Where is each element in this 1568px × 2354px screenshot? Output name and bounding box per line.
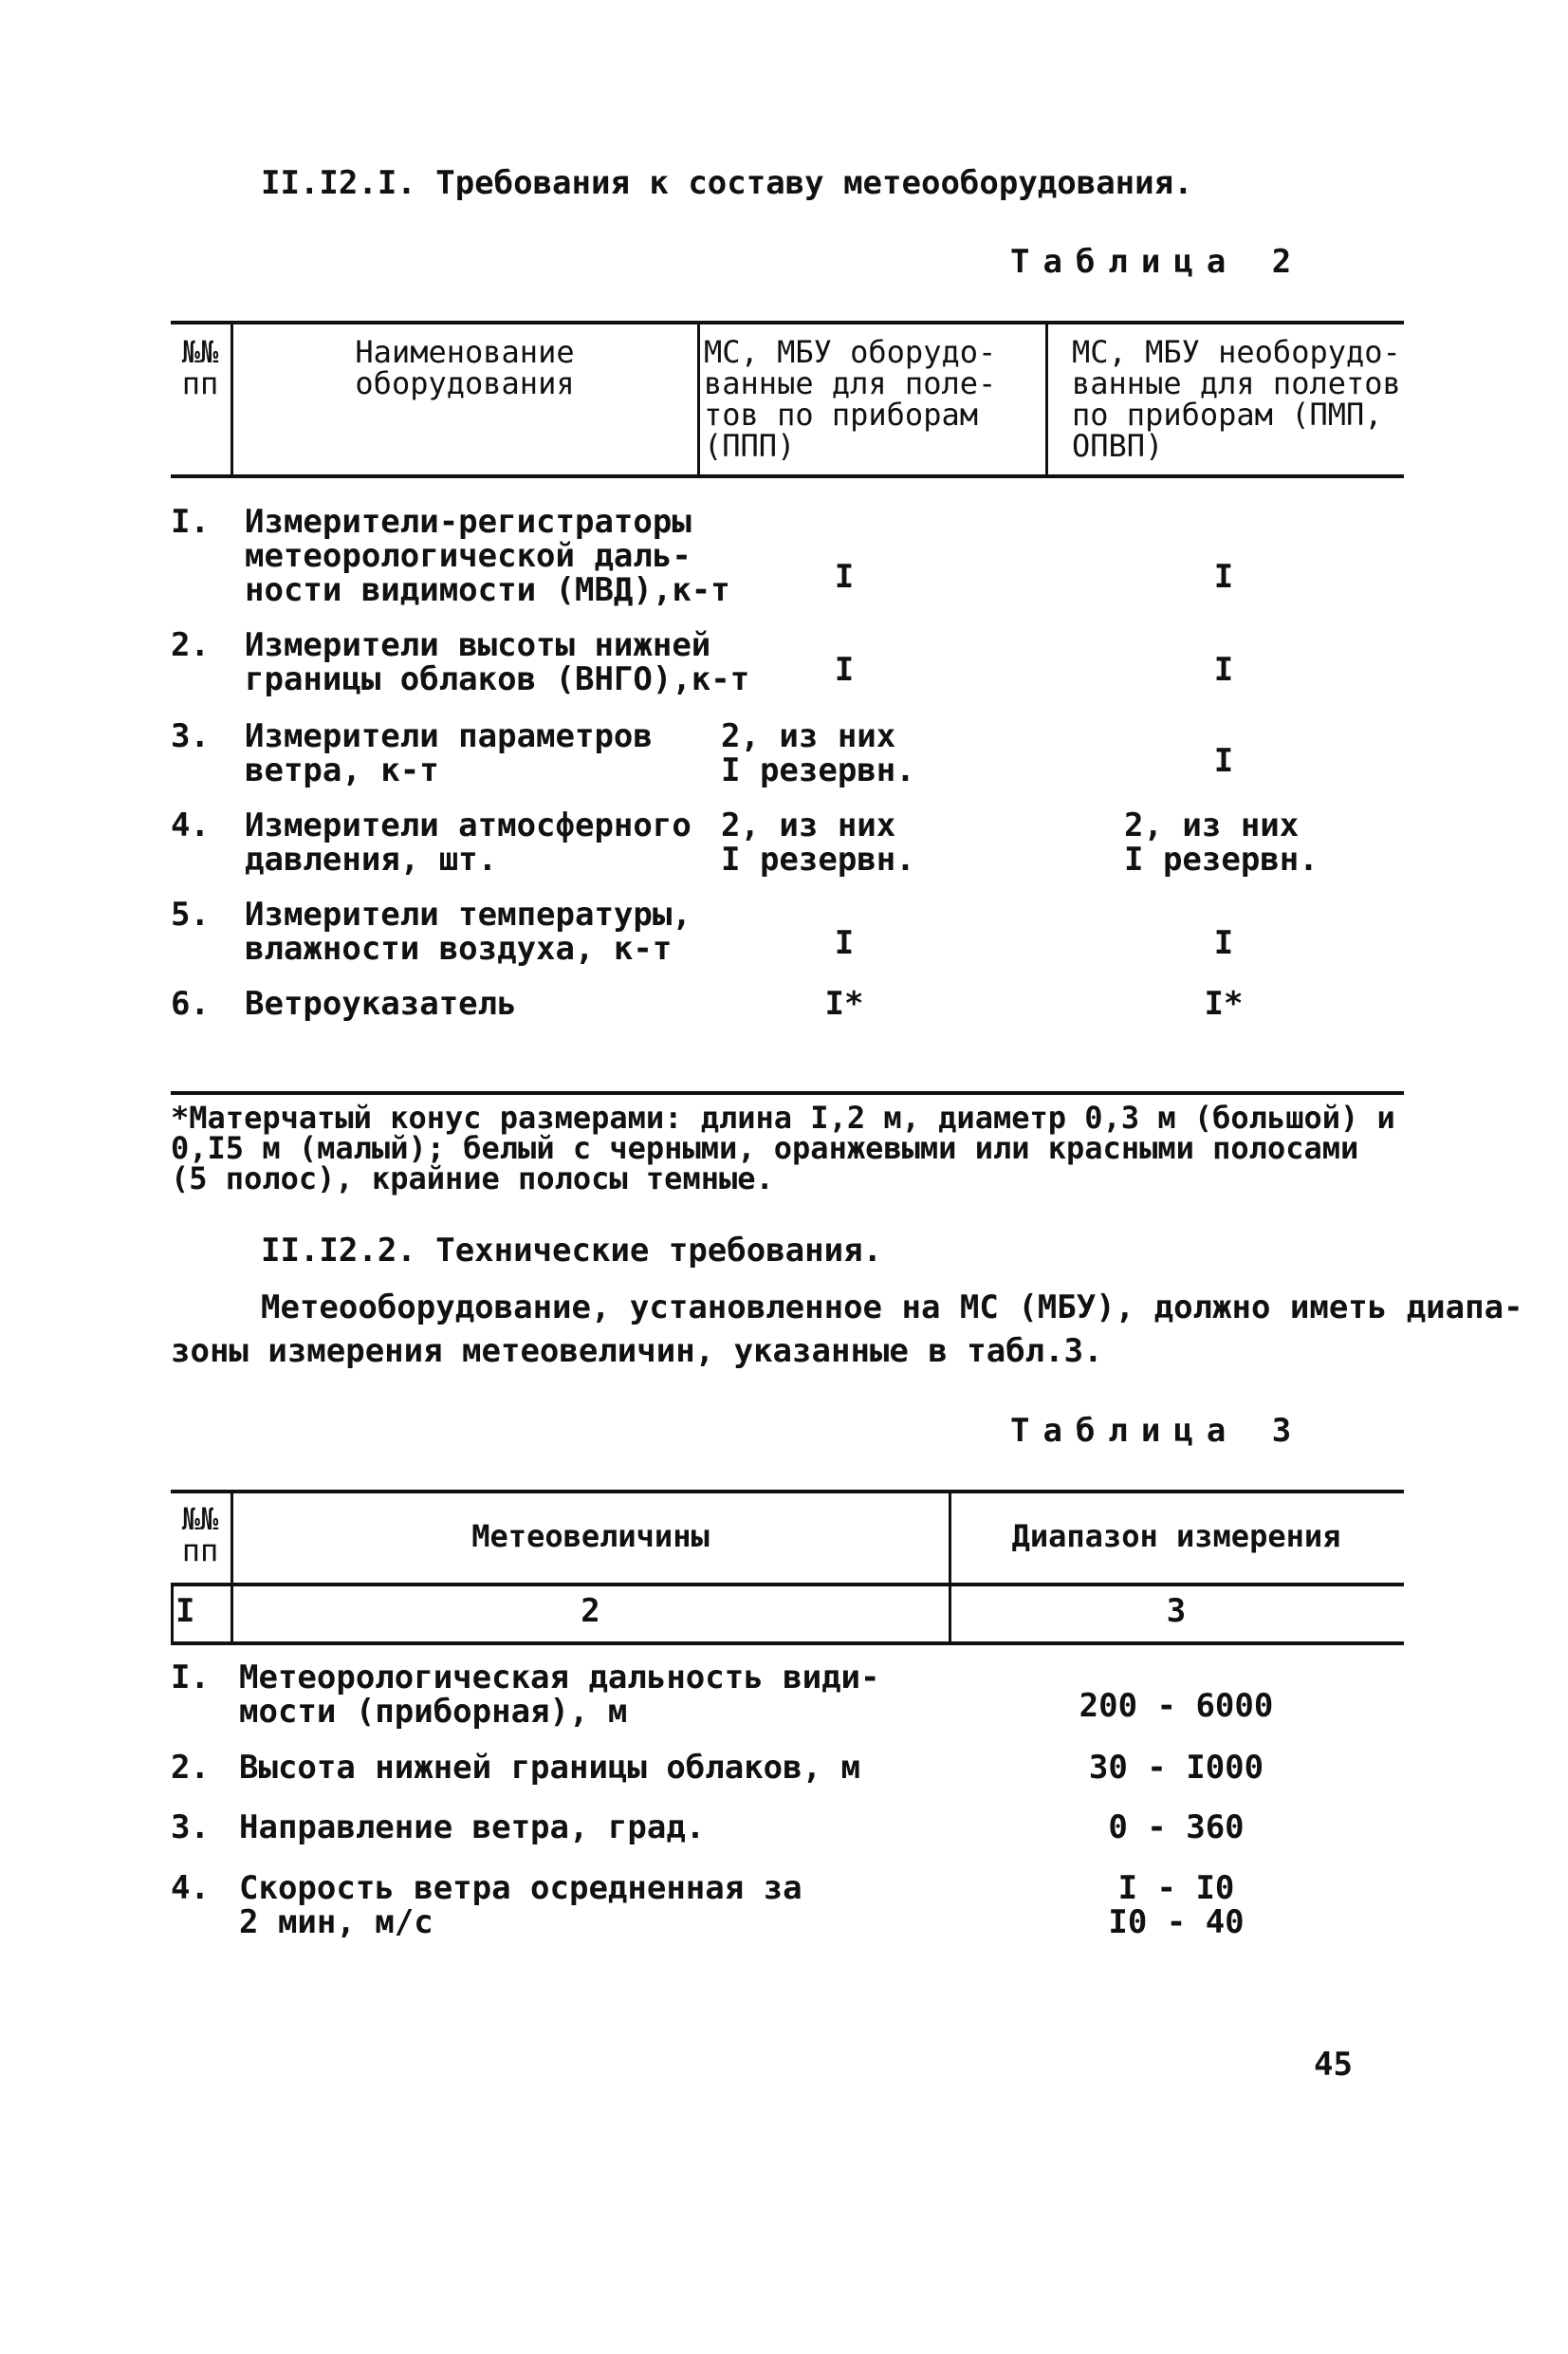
table2-header-num: №№ пп	[181, 334, 219, 401]
row-number: I.	[171, 1659, 210, 1696]
table3-header-range: Диапазон измерения	[1011, 1518, 1341, 1554]
row-name: Измерители-регистраторы метеорологической даль- ности видимости (МВД),к-т	[245, 503, 730, 609]
table3-header-name: Метеовеличины	[471, 1518, 710, 1554]
row-noifr-value: I	[1213, 742, 1234, 780]
row-ifr-value: 2, из них I резервн.	[721, 806, 915, 879]
row-noifr-value: I	[1213, 558, 1234, 596]
row-noifr-value: I*	[1204, 985, 1244, 1023]
row-name: Ветроуказатель	[245, 985, 517, 1023]
row-number: 3.	[171, 717, 210, 755]
row-name: Метеорологическая дальность види- мости (приборная), м	[239, 1659, 880, 1731]
row-range: 200 - 6000	[1079, 1687, 1274, 1725]
row-name: Измерители высоты нижней границы облаков (ВНГО),к-т	[245, 626, 750, 698]
row-number: 6.	[171, 985, 210, 1023]
row-number: 2.	[171, 626, 210, 664]
row-number: 4.	[171, 1869, 210, 1907]
row-range: 30 - I000	[1088, 1749, 1264, 1787]
table3-header-num: №№ пп	[181, 1501, 219, 1568]
table2-footnote: *Матерчатый конус размерами: длина I,2 м, диаметр 0,3 м (большой) и 0,I5 м (малый); белый с черными, оранжевыми или красными полосами (5 полос), крайние полосы темные.	[171, 1100, 1395, 1196]
row-name: Скорость ветра осредненная за 2 мин, м/с	[239, 1869, 802, 1941]
row-name: Измерители атмосферного давления, шт.	[245, 806, 692, 879]
row-range: 0 - 360	[1108, 1808, 1245, 1846]
table3-caption: Таблица 3	[1010, 1412, 1305, 1450]
row-number: 4.	[171, 806, 210, 844]
table3-colnum-2: 2	[581, 1592, 600, 1630]
table2-header-ifr: МС, МБУ оборудо- ванные для поле- тов по приборам (ППП)	[704, 334, 997, 464]
row-ifr-value: I	[834, 924, 855, 962]
row-number: 2.	[171, 1749, 210, 1787]
row-name: Измерители параметров ветра, к-т	[245, 717, 653, 789]
page-number: 45	[1314, 2046, 1353, 2084]
row-noifr-value: 2, из них I резервн.	[1124, 806, 1319, 879]
row-name: Высота нижней границы облаков, м	[239, 1749, 861, 1787]
row-ifr-value: I	[834, 558, 855, 596]
table3-colnum-3: 3	[1166, 1592, 1187, 1630]
row-number: 5.	[171, 896, 210, 934]
table2-header-noifr: МС, МБУ необорудо- ванные для полетов по приборам (ПМП, ОПВП)	[1072, 334, 1401, 464]
row-name: Направление ветра, град.	[239, 1808, 706, 1846]
subsection-title: II.I2.2. Технические требования.	[261, 1232, 883, 1270]
table3-colnum-1: I	[175, 1592, 195, 1630]
row-name: Измерители температуры, влажности воздуха, к-т	[245, 896, 692, 968]
row-range: I - I0 I0 - 40	[1108, 1869, 1245, 1941]
row-ifr-value: I	[834, 651, 855, 689]
row-ifr-value: I*	[824, 985, 864, 1023]
body-paragraph: Метеооборудование, установленное на МС (МБУ), должно иметь диапа- зоны измерения метеовеличин, указанные в табл.3.	[171, 1288, 1523, 1370]
row-ifr-value: 2, из них I резервн.	[721, 717, 915, 789]
section-title: II.I2.I. Требования к составу метеооборудования.	[261, 164, 1193, 202]
row-noifr-value: I	[1213, 651, 1234, 689]
row-noifr-value: I	[1213, 924, 1234, 962]
row-number: 3.	[171, 1808, 210, 1846]
table2-header-name: Наименование оборудования	[355, 334, 575, 401]
row-number: I.	[171, 503, 210, 541]
table2-caption: Таблица 2	[1010, 243, 1305, 281]
